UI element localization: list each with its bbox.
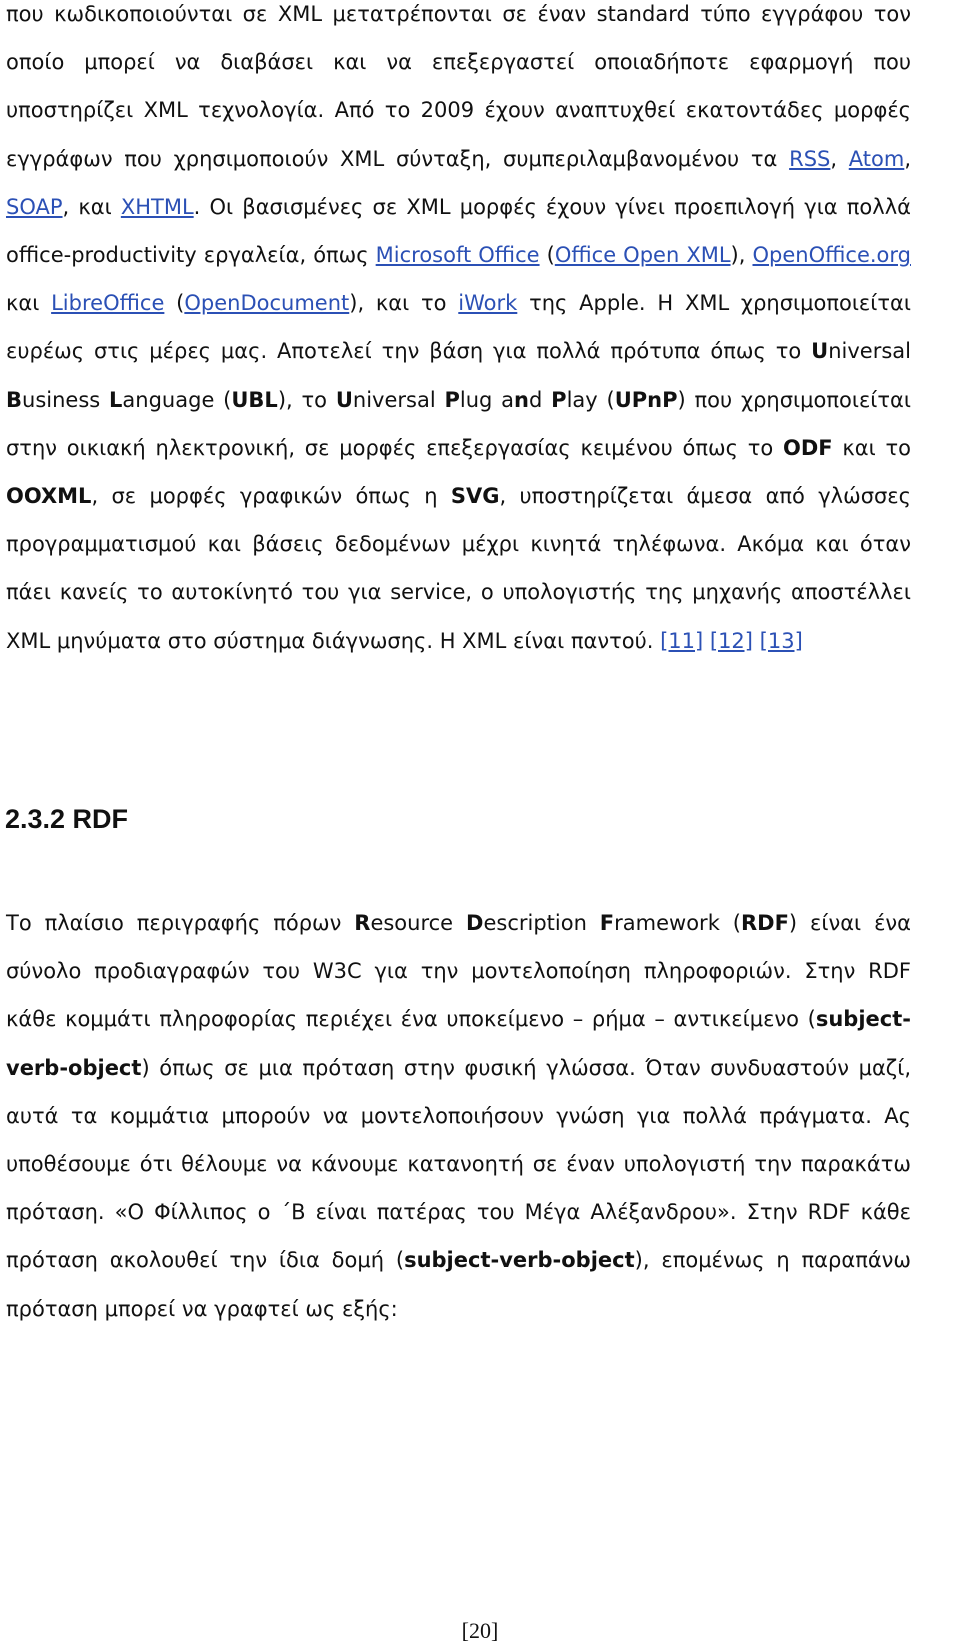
text: που κωδικοποιούνται σε XML μετατρέπονται σε έναν standard τύπο εγγράφου τον οποίο μπορεί να διαβάσει και να επεξεργαστεί οποιαδήποτε εφαρμογή που υποστηρίζει XML τεχνολογία. Από το 2009 έχουν αναπτυχθεί εκατοντάδες μορφές εγγράφων που χρησιμοποιούν XML σύνταξη, συμπεριλαμβανομένου τα	[6, 2, 911, 171]
text: d	[529, 387, 552, 412]
bold-letter: D	[466, 911, 484, 935]
bold-letter: F	[599, 911, 615, 935]
text: anguage (	[122, 387, 232, 412]
bold-letter: L	[109, 387, 123, 412]
bold-letter: B	[6, 387, 23, 412]
link-iwork[interactable]: iWork	[458, 291, 518, 316]
bold-term: subject-verb-object	[6, 1007, 911, 1080]
link-openoffice[interactable]: OpenOffice.org	[752, 243, 911, 268]
text: ), το	[277, 387, 336, 412]
text: ) όπως σε μια πρόταση στην φυσική γλώσσα. Όταν συνδυαστούν μαζί, αυτά τα κομμάτια μπορούν να μοντελοποιήσουν γνώση για πολλά πράγματα. Ας υποθέσουμε ότι θέλουμε να κάνουμε κατανοητή σε έναν υπολογιστή την παρακάτω πρόταση. «Ο Φίλλιπος ο ΄Β είναι πατέρας του Μέγα Αλέξανδρου». Στην RDF κάθε πρόταση ακολουθεί την ίδια δομή (	[6, 1055, 911, 1273]
bold-term: UBL	[231, 387, 278, 412]
text: lug a	[459, 387, 515, 412]
text: ,	[904, 146, 911, 171]
link-ref-12[interactable]: [12]	[709, 628, 753, 653]
text: usiness	[22, 387, 110, 412]
text: ), και το	[349, 291, 459, 316]
text: και το	[832, 435, 911, 460]
bold-letter: P	[551, 387, 567, 412]
text: , και	[62, 194, 121, 219]
text: escription	[483, 911, 600, 935]
bold-letter: P	[444, 387, 460, 412]
link-microsoft-office[interactable]: Microsoft Office	[375, 243, 540, 268]
text: , σε μορφές γραφικών όπως η	[91, 484, 451, 509]
bold-letter: U	[335, 387, 353, 412]
text: και	[6, 291, 52, 316]
bold-term: OOXML	[6, 484, 92, 509]
link-rss[interactable]: RSS	[789, 146, 831, 171]
text: , υποστηρίζεται άμεσα από γλώσσες προγραμματισμού και βάσεις δεδομένων μέχρι κινητά τηλέφωνα. Ακόμα και όταν πάει κανείς το αυτοκίνητό του για service, ο υπολογιστής της μηχανής αποστέλλει XML μηνύματα στο σύστημα διάγνωσης. Η XML είναι παντού.	[6, 484, 911, 653]
link-office-open-xml[interactable]: Office Open XML	[554, 243, 731, 268]
page-number: [20]	[461, 1618, 499, 1643]
text: ramework (	[614, 911, 741, 935]
text: ,	[830, 146, 849, 171]
link-ref-13[interactable]: [13]	[759, 628, 803, 653]
section-heading: 2.3.2 RDF	[5, 804, 129, 834]
text: ) είναι ένα σύνολο προδιαγραφών του W3C για την μοντελοποίηση πληροφοριών. Στην RDF κάθε κομμάτι πληροφορίας περιέχει ένα υποκείμενο – ρήμα – αντικείμενο (	[6, 911, 911, 1032]
text: . Οι βασισμένες σε XML μορφές έχουν γίνει προεπιλογή για πολλά office-productivity εργαλεία, όπως	[6, 194, 911, 268]
text: ),	[730, 243, 753, 268]
text: esource	[370, 911, 467, 935]
text: lay (	[566, 387, 615, 412]
link-opendocument[interactable]: OpenDocument	[184, 291, 350, 316]
text	[703, 629, 710, 653]
link-atom[interactable]: Atom	[848, 146, 905, 171]
text: ) που χρησιμοποιείται στην οικιακή ηλεκτρονική, σε μορφές επεξεργασίας κειμένου όπως το	[6, 387, 912, 460]
text: niversal	[352, 387, 445, 412]
xml-paragraph	[6, 0, 911, 665]
text: ), επομένως η παραπάνω πρόταση μπορεί να γραφτεί ως εξής:	[6, 1248, 911, 1321]
text	[753, 629, 760, 653]
bold-letter: R	[354, 911, 371, 935]
link-soap[interactable]: SOAP	[6, 194, 63, 219]
bold-letter: n	[514, 387, 529, 412]
rdf-paragraph	[6, 899, 911, 1333]
bold-term: subject-verb-object	[404, 1248, 635, 1273]
text: (	[539, 243, 555, 268]
link-libreoffice[interactable]: LibreOffice	[51, 291, 165, 316]
bold-letter: U	[811, 339, 829, 364]
bold-term: SVG	[450, 484, 500, 509]
bold-term: RDF	[740, 911, 789, 935]
text: Το πλαίσιο περιγραφής πόρων	[6, 911, 355, 935]
link-xhtml[interactable]: XHTML	[120, 194, 194, 219]
bold-term: ODF	[782, 435, 833, 460]
bold-term: UPnP	[614, 387, 678, 412]
text: της Apple. Η XML χρησιμοποιείται ευρέως στις μέρες μας. Αποτελεί την βάση για πολλά πρότυπα όπως το	[6, 291, 911, 364]
text: niversal	[828, 339, 911, 364]
link-ref-11[interactable]: [11]	[660, 628, 704, 653]
text: (	[164, 291, 185, 316]
